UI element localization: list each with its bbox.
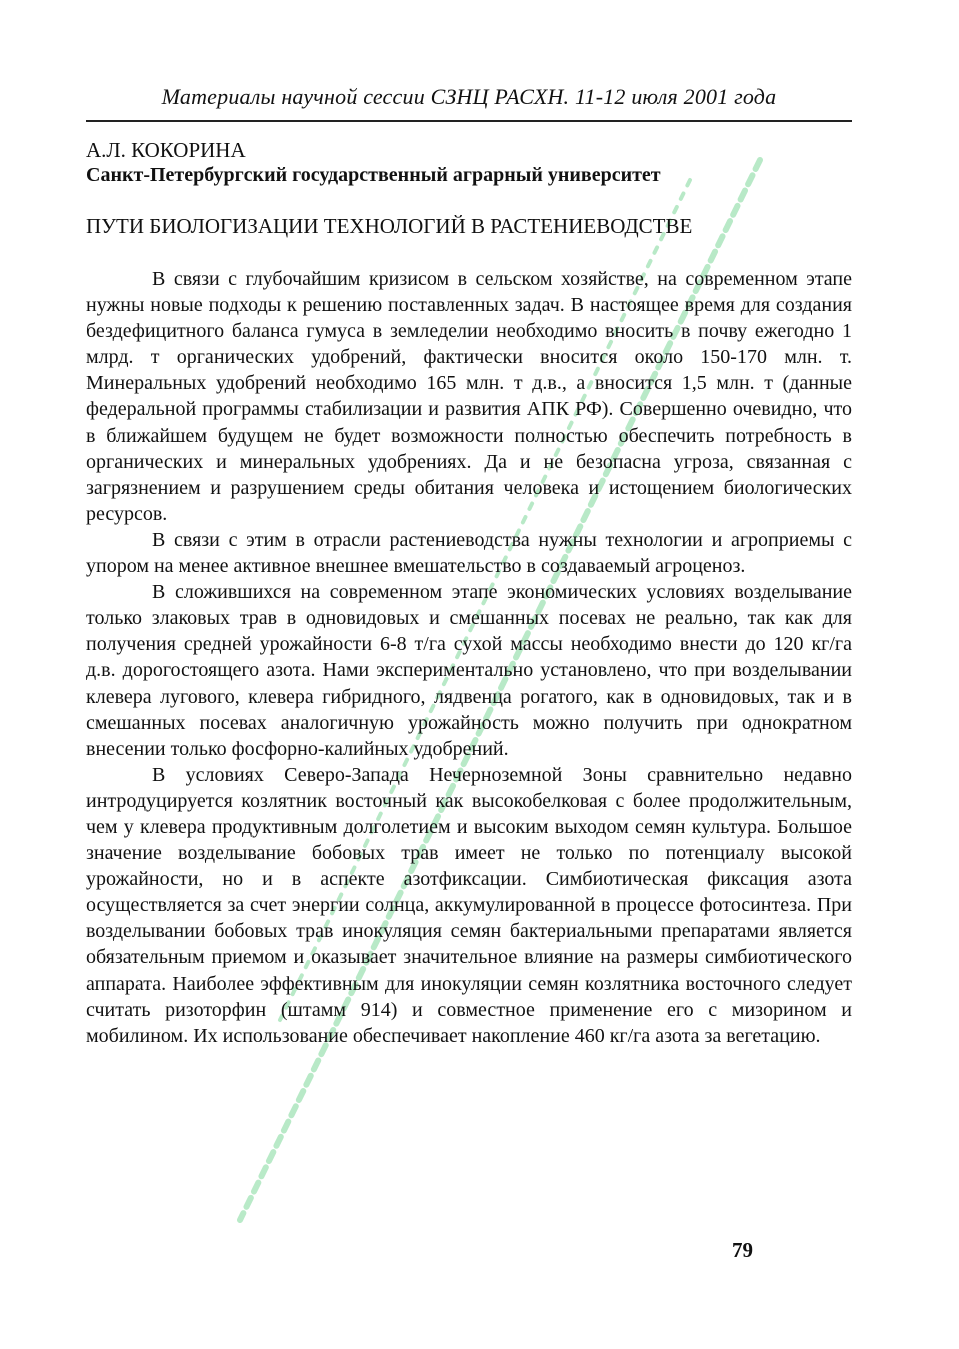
author-name: А.Л. КОКОРИНА <box>86 138 246 162</box>
paragraph: В связи с этим в отрасли растениеводства нужны технологии и агроприемы с упором на менее активное внешнее вмешательство в создаваемый агроценоз. <box>86 528 852 578</box>
article-body <box>86 266 852 1049</box>
article-title: ПУТИ БИОЛОГИЗАЦИИ ТЕХНОЛОГИЙ В РАСТЕНИЕВОДСТВЕ <box>86 214 693 238</box>
paragraph: В условиях Северо-Запада Нечерноземной Зоны сравнительно недавно интродуцируется козлятник восточный как высокобелковая с более продолжительным, чем у клевера продуктивным долголетием и высоким выходом семян культура. Большое значение возделывание бобовых трав имеет не только по потенциалу высокой урожайности, но и в аспекте азотфиксации. Симбиотическая фиксация азота осуществляется за счет энергии солнца, аккумулированной в процессе фотосинтеза. При возделывании бобовых трав инокуляция семян бактериальными препаратами является обязательным приемом и оказывает значительное влияние на размеры симбиотического аппарата. Наиболее эффективным для инокуляции семян козлятника восточного следует считать ризоторфин (штамм 914) и совместное применение его с мизорином и мобилином. Их использование обеспечивает накопление 460 кг/га азота за вегетацию. <box>86 763 852 1047</box>
author-affiliation: Санкт-Петербургский государственный аграрный университет <box>86 164 661 186</box>
running-header: Материалы научной сессии СЗНЦ РАСХН. 11-12 июля 2001 года <box>161 84 777 109</box>
paragraph: В связи с глубочайшим кризисом в сельском хозяйстве, на современном этапе нужны новые подходы к решению поставленных задач. В настоящее время для создания бездефицитного баланса гумуса в земледелии необходимо вносить в почву ежегодно 1 млрд. т органических удобрений, фактически вносится около 150-170 млн. т. Минеральных удобрений необходимо 165 млн. т д.в., а вносится 1,5 млн. т (данные федеральной программы стабилизации и развития АПК РФ). Совершенно очевидно, что в ближайшем будущем не будет возможности полностью обеспечить потребность в органических и минеральных удобрениях. Да и не безопасна угроза, связанная с загрязнением и разрушением среды обитания человека и истощением биологических ресурсов. <box>86 268 852 525</box>
header-rule <box>86 120 852 122</box>
paragraph: В сложившихся на современном этапе экономических условиях возделывание только злаковых трав в одновидовых и смешанных посевах не реально, так как для получения средней урожайности 6-8 т/га сухой массы необходимо внести до 120 кг/га д.в. дорогостоящего азота. Нами экспериментально установлено, что при возделывании клевера лугового, клевера гибридного, лядвенца рогатого, как в одновидовых, так и в смешанных посевах аналогичную урожайность можно получить при однократном внесении только фосфорно-калийных удобрений. <box>86 581 852 760</box>
page-number: 79 <box>732 1238 753 1262</box>
